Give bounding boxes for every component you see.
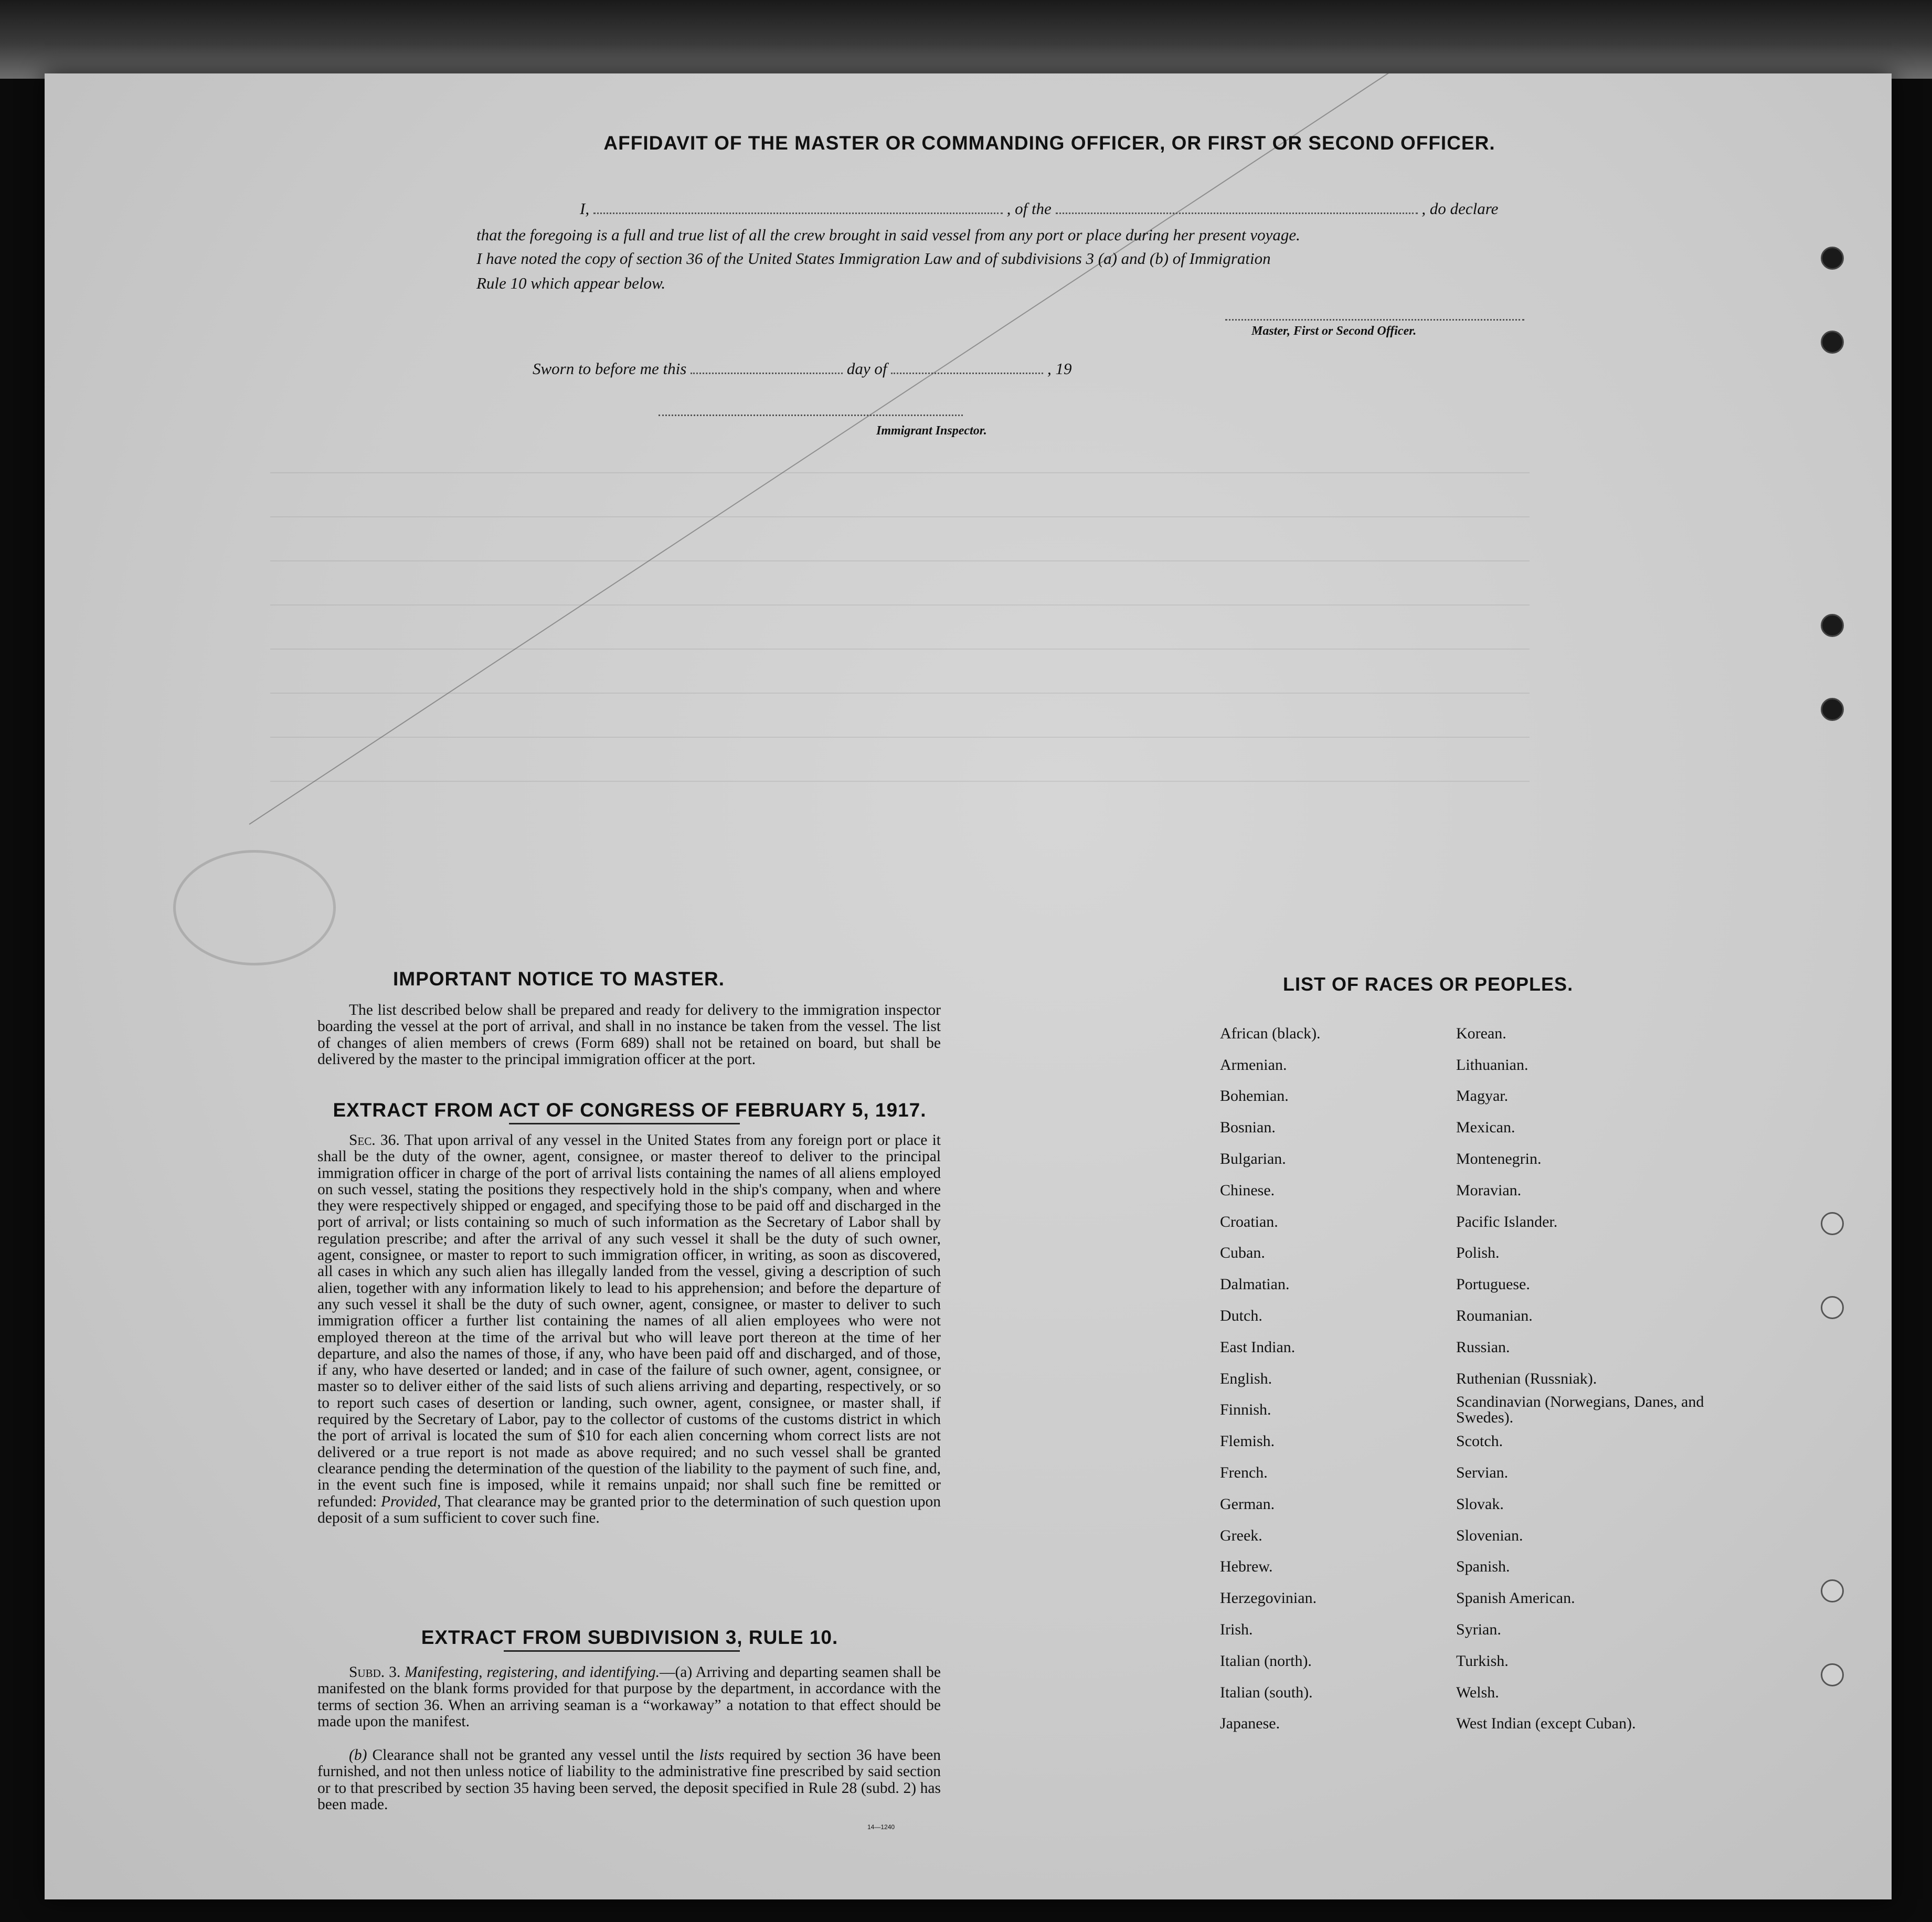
race-item: Magyar. (1456, 1087, 1509, 1105)
race-item: Mexican. (1456, 1119, 1515, 1137)
race-item: Japanese. (1220, 1715, 1280, 1733)
bleed-through-rows (270, 472, 1530, 840)
race-item: German. (1220, 1495, 1275, 1513)
race-item: Italian (south). (1220, 1683, 1313, 1701)
race-item: West Indian (except Cuban). (1456, 1715, 1636, 1733)
provided-word: Provided, (380, 1493, 441, 1510)
race-item: Roumanian. (1456, 1307, 1533, 1325)
binder-hole (1821, 1296, 1844, 1319)
binder-hole (1821, 1579, 1844, 1602)
race-item: Ruthenian (Russniak). (1456, 1369, 1597, 1387)
binder-hole (1821, 614, 1844, 637)
race-item: French. (1220, 1464, 1268, 1482)
race-item: Irish. (1220, 1621, 1253, 1639)
vessel-name-blank[interactable] (1056, 200, 1418, 214)
master-name-blank[interactable] (593, 200, 1003, 214)
race-item: Turkish. (1456, 1652, 1509, 1670)
notice-text: The list described below shall be prepared and ready for delivery to the immigration inspector boarding the vessel at the port of arrival, and shall in no instance be taken from the vessel. The list of changes of alien members of crews (Form 689) shall not be retained on board, but shall be delivered by the master to the principal immigration officer at the port. (317, 1002, 941, 1068)
affidavit-line-2: that the foregoing is a full and true list of all the crew brought in said vessel from any port or place during her present voyage. (476, 226, 1300, 244)
race-item: Pacific Islander. (1456, 1213, 1558, 1230)
race-item: Korean. (1456, 1024, 1506, 1042)
sworn-year: , 19 (1047, 359, 1072, 378)
binder-hole (1821, 698, 1844, 721)
race-item: Cuban. (1220, 1244, 1265, 1262)
race-item: English. (1220, 1369, 1272, 1387)
race-item: Flemish. (1220, 1432, 1275, 1450)
race-item: Scandinavian (Norwegians, Danes, and Swedes). (1456, 1393, 1704, 1427)
race-item: Spanish American. (1456, 1589, 1575, 1607)
subd-heading: Manifesting, registering, and identifying. (405, 1664, 660, 1681)
race-item: Armenian. (1220, 1056, 1287, 1074)
race-item: Dalmatian. (1220, 1276, 1290, 1293)
race-item: Herzegovinian. (1220, 1589, 1317, 1607)
race-item: Slovenian. (1456, 1526, 1523, 1544)
race-item: Welsh. (1456, 1683, 1499, 1701)
affidavit-i: I, (580, 199, 590, 218)
affidavit-title: AFFIDAVIT OF THE MASTER OR COMMANDING OFFICER, OR FIRST OR SECOND OFFICER. (603, 132, 1495, 154)
races-left-column (1220, 1018, 1440, 1739)
rule-title-underline (504, 1650, 740, 1652)
race-item: Scotch. (1456, 1432, 1503, 1450)
race-item: Lithuanian. (1456, 1056, 1528, 1074)
sworn-day-of: day of (846, 359, 887, 378)
binder-hole (1821, 247, 1844, 270)
subd-b-lists: lists (699, 1747, 725, 1764)
form-number: 14—1240 (867, 1823, 895, 1831)
act-extract-title: EXTRACT FROM ACT OF CONGRESS OF FEBRUARY 5, 1917. (333, 1099, 927, 1121)
rule-extract-title: EXTRACT FROM SUBDIVISION 3, RULE 10. (421, 1627, 838, 1648)
race-item: Croatian. (1220, 1213, 1278, 1230)
race-item: Bosnian. (1220, 1119, 1276, 1137)
binder-hole (1821, 1663, 1844, 1686)
master-signature-line[interactable] (1225, 319, 1524, 321)
rule-subd-a (317, 1664, 941, 1730)
act-extract-body (317, 1132, 941, 1526)
race-item: Spanish. (1456, 1558, 1510, 1576)
inspector-signature-label: Immigrant Inspector. (876, 424, 987, 438)
race-item: Dutch. (1220, 1307, 1262, 1325)
race-item: Finnish. (1220, 1401, 1271, 1419)
document-page (45, 73, 1892, 1899)
sworn-prefix: Sworn to before me this (533, 359, 687, 378)
affidavit-of-the: , of the (1006, 199, 1052, 218)
film-frame-edge (0, 0, 1932, 79)
act-extract-text: That upon arrival of any vessel in the United States from any foreign port or place it shall be the duty of the owner, agent, consignee, or master thereof to deliver to the principal immigration officer in charge of the port of arrival lists containing the names of all aliens employed on such vessel, stating the positions they respectively hold in the ship's company, when and where they were respectively shipped or engaged, and specifying those to be paid off and discharged in the port of arrival; or lists containing so much of such information as the Secretary of Labor shall by regulation prescribe; and after the arrival of any such vessel it shall be the duty of such owner, agent, consignee, or master to report to such immigration officer, in writing, as soon as discovered, all cases in which any such alien has illegally landed from the vessel, giving a description of such alien, together with any information likely to lead to his apprehension; and before the departure of any such vessel it shall be the duty of such owner, agent, consignee, or master to deliver to such immigration officer a further list containing the names of all alien employees who were not employed thereon at the time of the arrival but who will leave port thereon at the time of her departure, and also the names of those, if any, who have been paid off and discharged, and of those, if any, who have deserted or landed; and in case of the failure of such owner, agent, consignee, or master so to deliver either of the said lists of such aliens arriving and departing, respectively, or so to report such cases of desertion or landing, such owner, agent, consignee, or master shall, if required by the Secretary of Labor, pay to the collector of customs of the customs district in which the port of arrival is located the sum of $10 for each alien concerning whom correct lists are not delivered or a true report is not made as above required; and no such vessel shall be granted clearance pending the determination of the question of the liability to the payment of such fine, and, in the event such fine is imposed, while it remains unpaid; nor shall such fine be remitted or refunded: (317, 1132, 941, 1510)
master-signature-label: Master, First or Second Officer. (1251, 324, 1417, 338)
rule-subd-b (317, 1747, 941, 1813)
sworn-line (533, 359, 1215, 378)
faded-stamp (173, 850, 336, 965)
race-item: Russian. (1456, 1338, 1510, 1356)
affidavit-declaration-line (475, 199, 1535, 218)
race-item: Montenegrin. (1456, 1150, 1542, 1168)
inspector-signature-line[interactable] (659, 415, 963, 416)
race-item: Bulgarian. (1220, 1150, 1286, 1168)
race-item: Moravian. (1456, 1181, 1522, 1199)
affidavit-do-declare: , do declare (1421, 199, 1499, 218)
sec-36-label: Sec. 36. (349, 1132, 400, 1149)
binder-hole (1821, 1212, 1844, 1235)
sworn-month-blank[interactable] (891, 360, 1043, 374)
race-item: Greek. (1220, 1526, 1262, 1544)
subd-3-label: Subd. 3. (349, 1664, 401, 1681)
subd-a-text: —(a) Arriving and departing seamen shall be manifested on the blank forms provided for that purpose by the department, in accordance with the terms of section 36. When an arriving seaman is a “workaway” a notation to that effect should be made upon the manifest. (317, 1664, 941, 1730)
race-item: Hebrew. (1220, 1558, 1273, 1576)
race-item: East Indian. (1220, 1338, 1296, 1356)
race-item: Syrian. (1456, 1621, 1501, 1639)
notice-title: IMPORTANT NOTICE TO MASTER. (392, 968, 725, 990)
subd-b-text-2: required by section 36 have been furnished, and not then unless notice of liability to the administrative fine prescribed by said section or to that prescribed by section 35 having been served, the deposit specified in Rule 28 (subd. 2) has been made. (317, 1747, 941, 1813)
race-item: Bohemian. (1220, 1087, 1289, 1105)
race-item: Slovak. (1456, 1495, 1504, 1513)
subd-b-label: (b) (349, 1747, 367, 1764)
act-title-underline (509, 1123, 740, 1124)
subd-b-text-1: Clearance shall not be granted any vessel until the (372, 1747, 694, 1764)
races-title: LIST OF RACES OR PEOPLES. (1283, 973, 1574, 995)
sworn-day-blank[interactable] (691, 360, 843, 374)
binder-hole (1821, 331, 1844, 354)
race-item: Servian. (1456, 1464, 1509, 1482)
races-right-column (1456, 1018, 1708, 1739)
affidavit-line-3: I have noted the copy of section 36 of the United States Immigration Law and of subdivisions 3 (a) and (b) of Immigration (476, 249, 1271, 268)
race-item: Portuguese. (1456, 1276, 1530, 1293)
race-item: African (black). (1220, 1024, 1321, 1042)
race-item: Italian (north). (1220, 1652, 1312, 1670)
race-item: Chinese. (1220, 1181, 1275, 1199)
act-extract-text-end: That clearance may be granted prior to the determination of such question upon deposit of a sum sufficient to cover such fine. (317, 1493, 941, 1526)
race-item: Polish. (1456, 1244, 1500, 1262)
affidavit-line-4: Rule 10 which appear below. (476, 274, 666, 292)
